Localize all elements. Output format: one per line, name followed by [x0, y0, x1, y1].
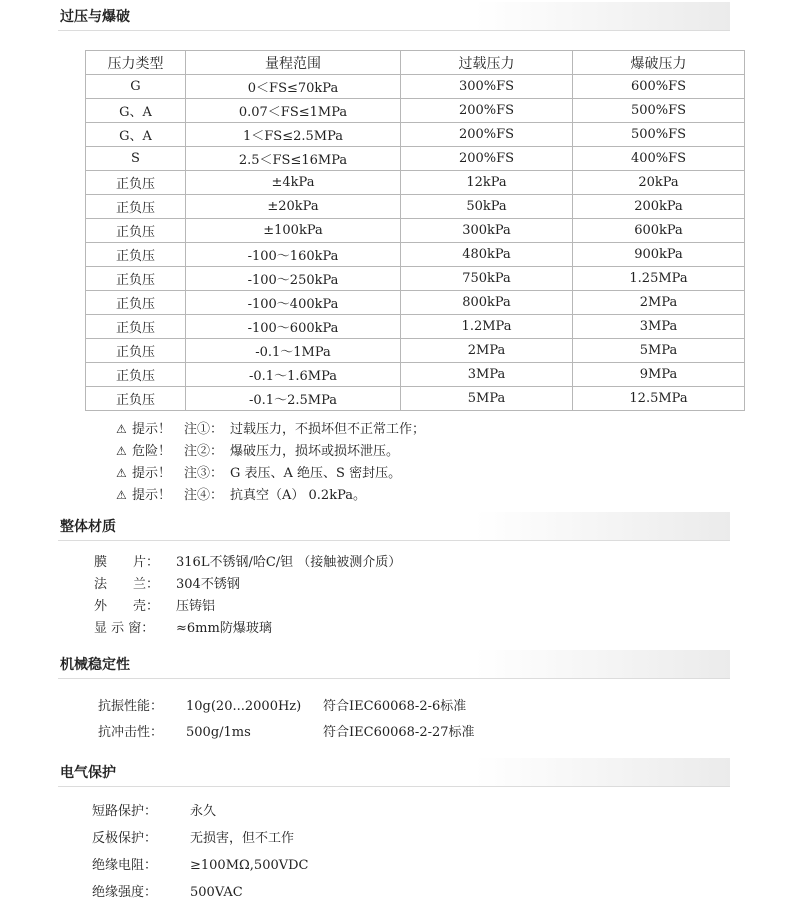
range-cell: ±20kPa	[186, 195, 401, 219]
col-header-range: 量程范围	[186, 51, 401, 75]
burst-cell: 12.5MPa	[573, 387, 745, 411]
burst-cell: 600kPa	[573, 219, 745, 243]
spec-row	[92, 798, 309, 825]
spec-row	[92, 825, 309, 852]
electrical-list	[92, 798, 309, 906]
spec-value: 304不锈钢	[176, 577, 240, 592]
burst-cell: 5MPa	[573, 339, 745, 363]
note-number: 注①：	[184, 422, 224, 437]
spec-key: 短路保护：	[92, 804, 158, 819]
burst-cell: 9MPa	[573, 363, 745, 387]
type-cell: S	[86, 147, 186, 171]
col-header-overload: 过载压力	[401, 51, 573, 75]
overload-cell: 800kPa	[401, 291, 573, 315]
section-title: 过压与爆破	[60, 9, 130, 25]
note-label: 提示！	[132, 466, 172, 481]
spec-value: 500VAC	[190, 885, 243, 900]
section-header-mechanical	[58, 650, 730, 679]
spec-row	[94, 574, 401, 596]
section-header-material	[58, 512, 730, 541]
table-row	[86, 339, 745, 363]
spec-value: 500g/1ms	[186, 725, 251, 740]
type-cell: 正负压	[86, 339, 186, 363]
range-cell: ±4kPa	[186, 171, 401, 195]
spec-key: 绝缘电阻：	[92, 858, 158, 873]
range-cell: 0＜FS≤70kPa	[186, 75, 401, 99]
burst-cell: 900kPa	[573, 243, 745, 267]
notes-list	[116, 418, 425, 506]
type-cell: G、A	[86, 99, 186, 123]
spec-row	[94, 596, 401, 618]
burst-cell: 500%FS	[573, 123, 745, 147]
burst-cell: 500%FS	[573, 99, 745, 123]
type-cell: 正负压	[86, 195, 186, 219]
table-row	[86, 363, 745, 387]
range-cell: -100～600kPa	[186, 315, 401, 339]
range-cell: -0.1～2.5MPa	[186, 387, 401, 411]
range-cell: -0.1～1.6MPa	[186, 363, 401, 387]
warning-icon: ⚠	[116, 444, 127, 458]
burst-cell: 600%FS	[573, 75, 745, 99]
warning-icon: ⚠	[116, 488, 127, 502]
overload-cell: 50kPa	[401, 195, 573, 219]
spec-row	[92, 879, 309, 906]
pressure-table	[85, 50, 745, 411]
spec-key: 抗冲击性：	[98, 725, 164, 740]
table-row	[86, 387, 745, 411]
overload-cell: 750kPa	[401, 267, 573, 291]
spec-value: ≈6mm防爆玻璃	[176, 621, 272, 636]
note-text: G 表压、A 绝压、S 密封压。	[230, 466, 402, 481]
overload-cell: 5MPa	[401, 387, 573, 411]
spec-standard: 符合IEC60068-2-6标准	[323, 699, 467, 714]
note-text: 过载压力，不损坏但不正常工作；	[230, 422, 426, 437]
table-row	[86, 267, 745, 291]
type-cell: 正负压	[86, 219, 186, 243]
burst-cell: 1.25MPa	[573, 267, 745, 291]
overload-cell: 200%FS	[401, 147, 573, 171]
warning-icon: ⚠	[116, 422, 127, 436]
note-label: 提示！	[132, 488, 172, 503]
spec-standard: 符合IEC60068-2-27标准	[323, 725, 475, 740]
spec-value: 永久	[190, 804, 217, 819]
note-number: 注④：	[184, 488, 224, 503]
note-text: 抗真空（A） 0.2kPa。	[230, 488, 366, 503]
overload-cell: 480kPa	[401, 243, 573, 267]
spec-key: 绝缘强度：	[92, 885, 158, 900]
overload-cell: 12kPa	[401, 171, 573, 195]
table-row	[86, 171, 745, 195]
note-label: 提示！	[132, 422, 172, 437]
note-item	[116, 462, 425, 484]
spec-value: 316L不锈钢/哈C/钽 （接触被测介质）	[176, 555, 402, 570]
range-cell: -100～250kPa	[186, 267, 401, 291]
spec-key: 膜 片：	[94, 555, 160, 570]
range-cell: 0.07＜FS≤1MPa	[186, 99, 401, 123]
spec-value: 10g(20...2000Hz)	[186, 699, 302, 714]
burst-cell: 3MPa	[573, 315, 745, 339]
overload-cell: 200%FS	[401, 123, 573, 147]
range-cell: ±100kPa	[186, 219, 401, 243]
overload-cell: 300kPa	[401, 219, 573, 243]
spec-value: 无损害，但不工作	[190, 831, 295, 846]
col-header-burst: 爆破压力	[573, 51, 745, 75]
note-item	[116, 440, 425, 462]
burst-cell: 20kPa	[573, 171, 745, 195]
note-item	[116, 418, 425, 440]
overload-cell: 1.2MPa	[401, 315, 573, 339]
type-cell: 正负压	[86, 387, 186, 411]
spec-row	[94, 618, 401, 640]
mechanical-list	[98, 694, 475, 746]
type-cell: 正负压	[86, 291, 186, 315]
burst-cell: 400%FS	[573, 147, 745, 171]
overload-cell: 200%FS	[401, 99, 573, 123]
type-cell: 正负压	[86, 363, 186, 387]
note-text: 爆破压力，损坏或损坏泄压。	[230, 444, 400, 459]
spec-key: 抗振性能：	[98, 699, 164, 714]
warning-icon: ⚠	[116, 466, 127, 480]
table-header-row	[86, 51, 745, 75]
table-row	[86, 99, 745, 123]
burst-cell: 200kPa	[573, 195, 745, 219]
note-number: 注②：	[184, 444, 224, 459]
type-cell: G、A	[86, 123, 186, 147]
section-title: 机械稳定性	[60, 657, 130, 673]
spec-row	[98, 720, 475, 746]
table-row	[86, 219, 745, 243]
burst-cell: 2MPa	[573, 291, 745, 315]
col-header-type: 压力类型	[86, 51, 186, 75]
section-title: 电气保护	[60, 765, 116, 781]
overload-cell: 300%FS	[401, 75, 573, 99]
type-cell: 正负压	[86, 243, 186, 267]
range-cell: -100～160kPa	[186, 243, 401, 267]
table-row	[86, 123, 745, 147]
spec-key: 反极保护：	[92, 831, 158, 846]
note-item	[116, 484, 425, 506]
spec-row	[98, 694, 475, 720]
table-row	[86, 291, 745, 315]
range-cell: 2.5＜FS≤16MPa	[186, 147, 401, 171]
material-list	[94, 552, 401, 640]
spec-value: 压铸铝	[176, 599, 216, 614]
section-title: 整体材质	[60, 519, 116, 535]
overload-cell: 3MPa	[401, 363, 573, 387]
type-cell: 正负压	[86, 315, 186, 339]
type-cell: G	[86, 75, 186, 99]
table-row	[86, 243, 745, 267]
range-cell: 1＜FS≤2.5MPa	[186, 123, 401, 147]
table-row	[86, 315, 745, 339]
spec-row	[94, 552, 401, 574]
note-label: 危险！	[132, 444, 172, 459]
overload-cell: 2MPa	[401, 339, 573, 363]
range-cell: -100～400kPa	[186, 291, 401, 315]
range-cell: -0.1～1MPa	[186, 339, 401, 363]
type-cell: 正负压	[86, 267, 186, 291]
section-header-overload	[58, 2, 730, 31]
spec-value: ≥100MΩ,500VDC	[190, 858, 309, 873]
spec-row	[92, 852, 309, 879]
section-header-electrical	[58, 758, 730, 787]
table-row	[86, 75, 745, 99]
spec-key: 法 兰：	[94, 577, 160, 592]
table-row	[86, 147, 745, 171]
type-cell: 正负压	[86, 171, 186, 195]
note-number: 注③：	[184, 466, 224, 481]
spec-key: 显 示 窗：	[94, 621, 155, 636]
spec-key: 外 壳：	[94, 599, 160, 614]
table-row	[86, 195, 745, 219]
